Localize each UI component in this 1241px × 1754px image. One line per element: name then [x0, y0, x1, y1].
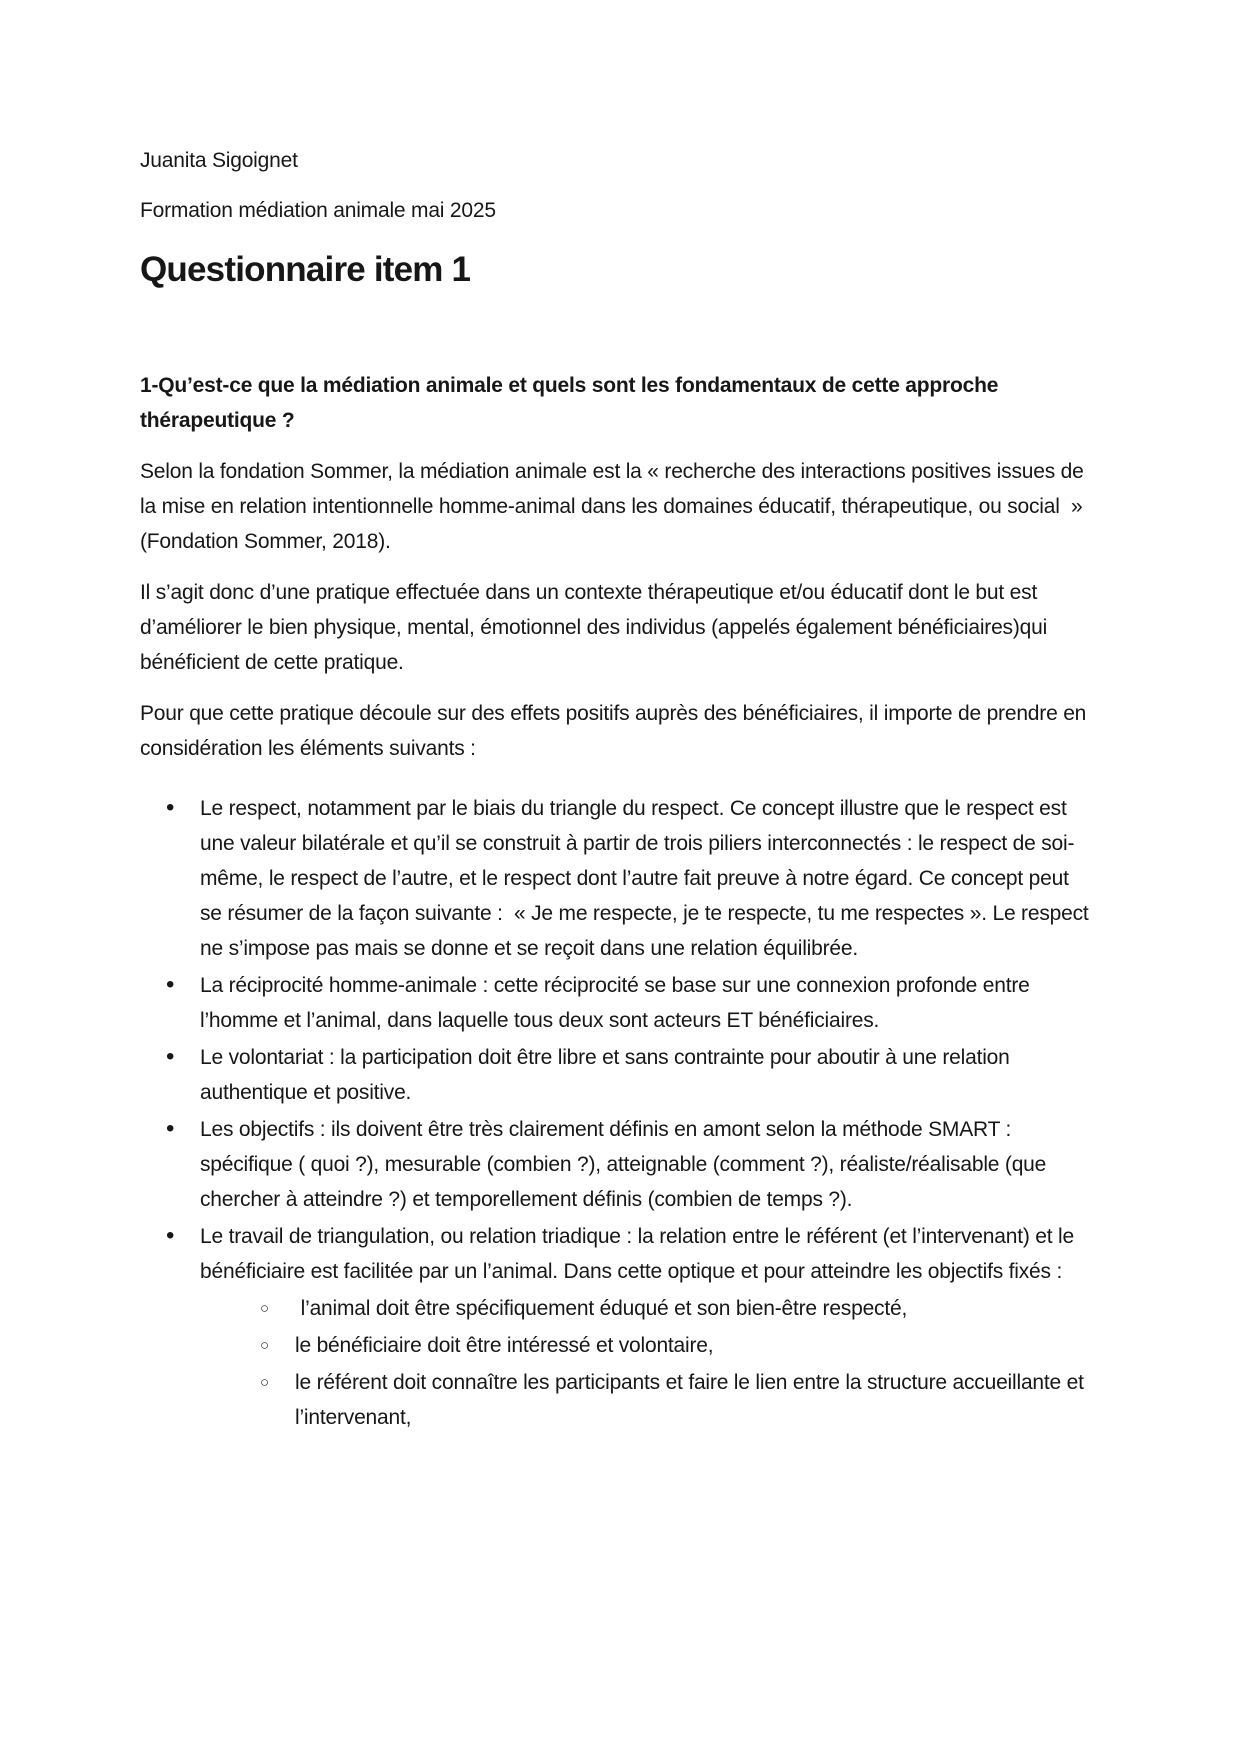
paragraph-list-intro: Pour que cette pratique découle sur des effets positifs auprès des bénéficiaires, il importe de prendre en considération les éléments suivants : [140, 702, 1092, 760]
bullet-text: Les objectifs : ils doivent être très clairement définis en amont selon la méthode SMART : spécifique ( quoi ?), mesurable (combien ?), atteignable (comment ?), réaliste/réalisable (que chercher à atteindre ?) et temporellement définis (combien de temps ?). [200, 1118, 1052, 1211]
bullet-item-objectifs [140, 1112, 1090, 1217]
bullet-text: Le respect, notamment par le biais du triangle du respect. Ce concept illustre que le respect est une valeur bilatérale et qu’il se construit à partir de trois piliers interconnectés : le respect de soi-même, le respect de l’autre, et le respect dont l’autre fait preuve à notre égard. Ce concept peut se résumer de la façon suivante : « Je me respecte, je te respecte, tu me respectes ». Le respect ne s’impose pas mais se donne et se reçoit dans une relation équilibrée. [200, 797, 1095, 960]
question-heading: 1-Qu’est-ce que la médiation animale et quels sont les fondamentaux de cette approche thérapeutique ? [140, 374, 1004, 432]
paragraph-goal: Il s’agit donc d’une pratique effectuée dans un contexte thérapeutique et/ou éducatif dont le but est d’améliorer le bien physique, mental, émotionnel des individus (appelés également bénéficiaires)qui bénéficient de cette pratique. [140, 581, 1053, 674]
bullet-item-reciprocite [140, 968, 1090, 1038]
page-title: Questionnaire item 1 [140, 250, 471, 289]
sub-bullet-text: l’animal doit être spécifiquement éduqué et son bien-être respecté, [295, 1297, 908, 1320]
author-line: Juanita Sigoignet [140, 149, 298, 172]
bullet-item-triangulation [140, 1219, 1090, 1435]
sub-bullet-text: le référent doit connaître les participants et faire le lien entre la structure accueillante et l’intervenant, [295, 1371, 1090, 1429]
bullet-text: La réciprocité homme-animale : cette réciprocité se base sur une connexion profonde entre l’homme et l’animal, dans laquelle tous deux sont acteurs ET bénéficiaires. [200, 974, 1036, 1032]
bullet-item-volontariat [140, 1040, 1090, 1110]
bullet-text: Le travail de triangulation, ou relation triadique : la relation entre le référent (et l’intervenant) et le bénéficiaire est facilitée par un l’animal. Dans cette optique et pour atteindre les objectifs fixés : [200, 1225, 1080, 1283]
sub-bullet-text: le bénéficiaire doit être intéressé et volontaire, [295, 1334, 714, 1357]
sub-bullet-item-referent [200, 1365, 1090, 1435]
sub-bullet-item-animal [200, 1291, 1090, 1326]
paragraph-definition: Selon la fondation Sommer, la médiation animale est la « recherche des interactions positives issues de la mise en relation intentionnelle homme-animal dans les domaines éducatif, thérapeutique, ou social » (Fondation Sommer, 2018). [140, 460, 1090, 553]
bullet-item-respect [140, 791, 1095, 966]
course-line: Formation médiation animale mai 2025 [140, 199, 496, 222]
sub-bullet-item-beneficiaire [200, 1328, 1090, 1363]
bullet-text: Le volontariat : la participation doit être libre et sans contrainte pour aboutir à une relation authentique et positive. [200, 1046, 1016, 1104]
sub-bullet-list [200, 1291, 1090, 1435]
bullet-list [140, 791, 1095, 1435]
